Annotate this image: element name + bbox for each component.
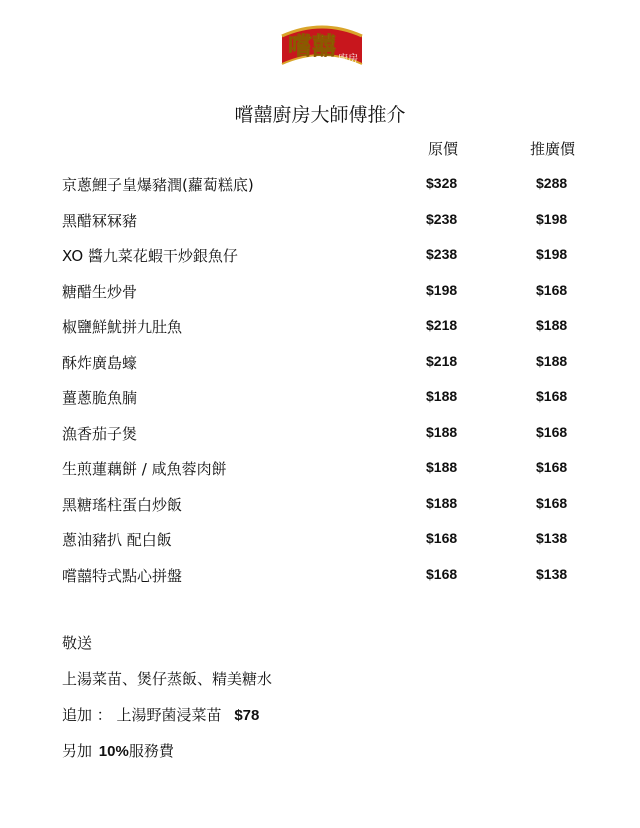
- menu-item: [0, 563, 640, 599]
- menu-item-promo-price: $188: [536, 352, 568, 369]
- menu-item-original-price: $168: [426, 565, 458, 582]
- menu-item-name: 黑醋冧冧豬: [62, 211, 138, 230]
- menu-item-original-price: $238: [426, 246, 458, 262]
- menu-item-name: 蔥油豬扒 配白飯: [62, 531, 172, 549]
- menu-item-original-price: $198: [426, 281, 458, 298]
- menu-item-original-price: $188: [426, 459, 458, 475]
- menu-item-promo-price: $288: [536, 175, 568, 191]
- menu-item-original-price: $188: [426, 423, 458, 440]
- menu-item-original-price: $168: [426, 530, 458, 546]
- menu-item-name: 薑蔥脆魚腩: [62, 389, 138, 407]
- menu-item-promo-price: $168: [536, 423, 568, 440]
- menu-item-name: 漁香茄子煲: [62, 424, 138, 443]
- menu-item-promo-price: $188: [536, 317, 568, 333]
- menu-item: [0, 385, 640, 421]
- menu-item-promo-price: $168: [536, 459, 568, 475]
- service-charge-line: [62, 740, 174, 761]
- service-rate: 10%: [98, 743, 129, 760]
- menu-item-original-price: $188: [426, 388, 458, 404]
- menu-item: [0, 350, 640, 386]
- menu-item-name: 生煎蓮藕餅 / 咸魚蓉肉餅: [62, 460, 227, 478]
- logo-main-text: 嚐囍: [288, 31, 336, 60]
- menu-item: [0, 208, 640, 244]
- promo-price-header: 推廣價: [530, 140, 576, 158]
- service-prefix: 另加: [62, 742, 93, 760]
- logo-small-text: 廚房: [338, 54, 358, 65]
- addon-line: [62, 704, 259, 725]
- menu-item-original-price: $218: [426, 352, 458, 369]
- page-title: 嚐囍廚房大師傅推介: [234, 104, 406, 126]
- menu-item: [0, 279, 640, 315]
- menu-item: [0, 527, 640, 563]
- menu-item: [0, 456, 640, 492]
- addon-price: $78: [234, 707, 260, 724]
- complimentary-items: 上湯菜苗、煲仔蒸飯、精美糖水: [62, 670, 273, 688]
- menu-item-promo-price: $138: [536, 565, 568, 582]
- menu-item-name: 酥炸廣島蠔: [62, 353, 138, 372]
- menu-item-promo-price: $168: [536, 494, 568, 511]
- menu-item-promo-price: $138: [536, 530, 568, 546]
- menu-item-name: 嚐囍特式點心拼盤: [62, 566, 183, 585]
- menu-item-original-price: $188: [426, 494, 458, 511]
- service-suffix: 服務費: [128, 742, 174, 760]
- menu-item-original-price: $238: [426, 210, 458, 227]
- menu-item-original-price: $218: [426, 317, 458, 333]
- menu-item: [0, 492, 640, 528]
- menu-item-promo-price: $198: [536, 210, 568, 227]
- menu-item: [0, 172, 640, 208]
- menu-item-promo-price: $168: [536, 388, 568, 404]
- menu-item: [0, 314, 640, 350]
- menu-item-name: 京蔥鯉子皇爆豬潤(蘿蔔糕底): [62, 176, 254, 194]
- restaurant-logo: [276, 14, 368, 80]
- addon-label: 追加 ： 上湯野菌浸菜苗: [62, 706, 222, 724]
- complimentary-label: 敬送: [62, 634, 93, 652]
- menu-item-name: 椒鹽鮮魷拼九肚魚: [62, 318, 183, 336]
- menu-item-name: XO 醬九菜花蝦干炒銀魚仔: [62, 247, 238, 265]
- menu-item-promo-price: $198: [536, 246, 568, 262]
- menu-item-promo-price: $168: [536, 281, 568, 298]
- menu-item: [0, 421, 640, 457]
- menu-item-name: 黑糖瑤柱蛋白炒飯: [62, 495, 183, 514]
- menu-list: [0, 172, 640, 598]
- original-price-header: 原價: [428, 140, 459, 158]
- menu-item-original-price: $328: [426, 175, 458, 191]
- menu-item-name: 糖醋生炒骨: [62, 282, 138, 301]
- menu-item: [0, 243, 640, 279]
